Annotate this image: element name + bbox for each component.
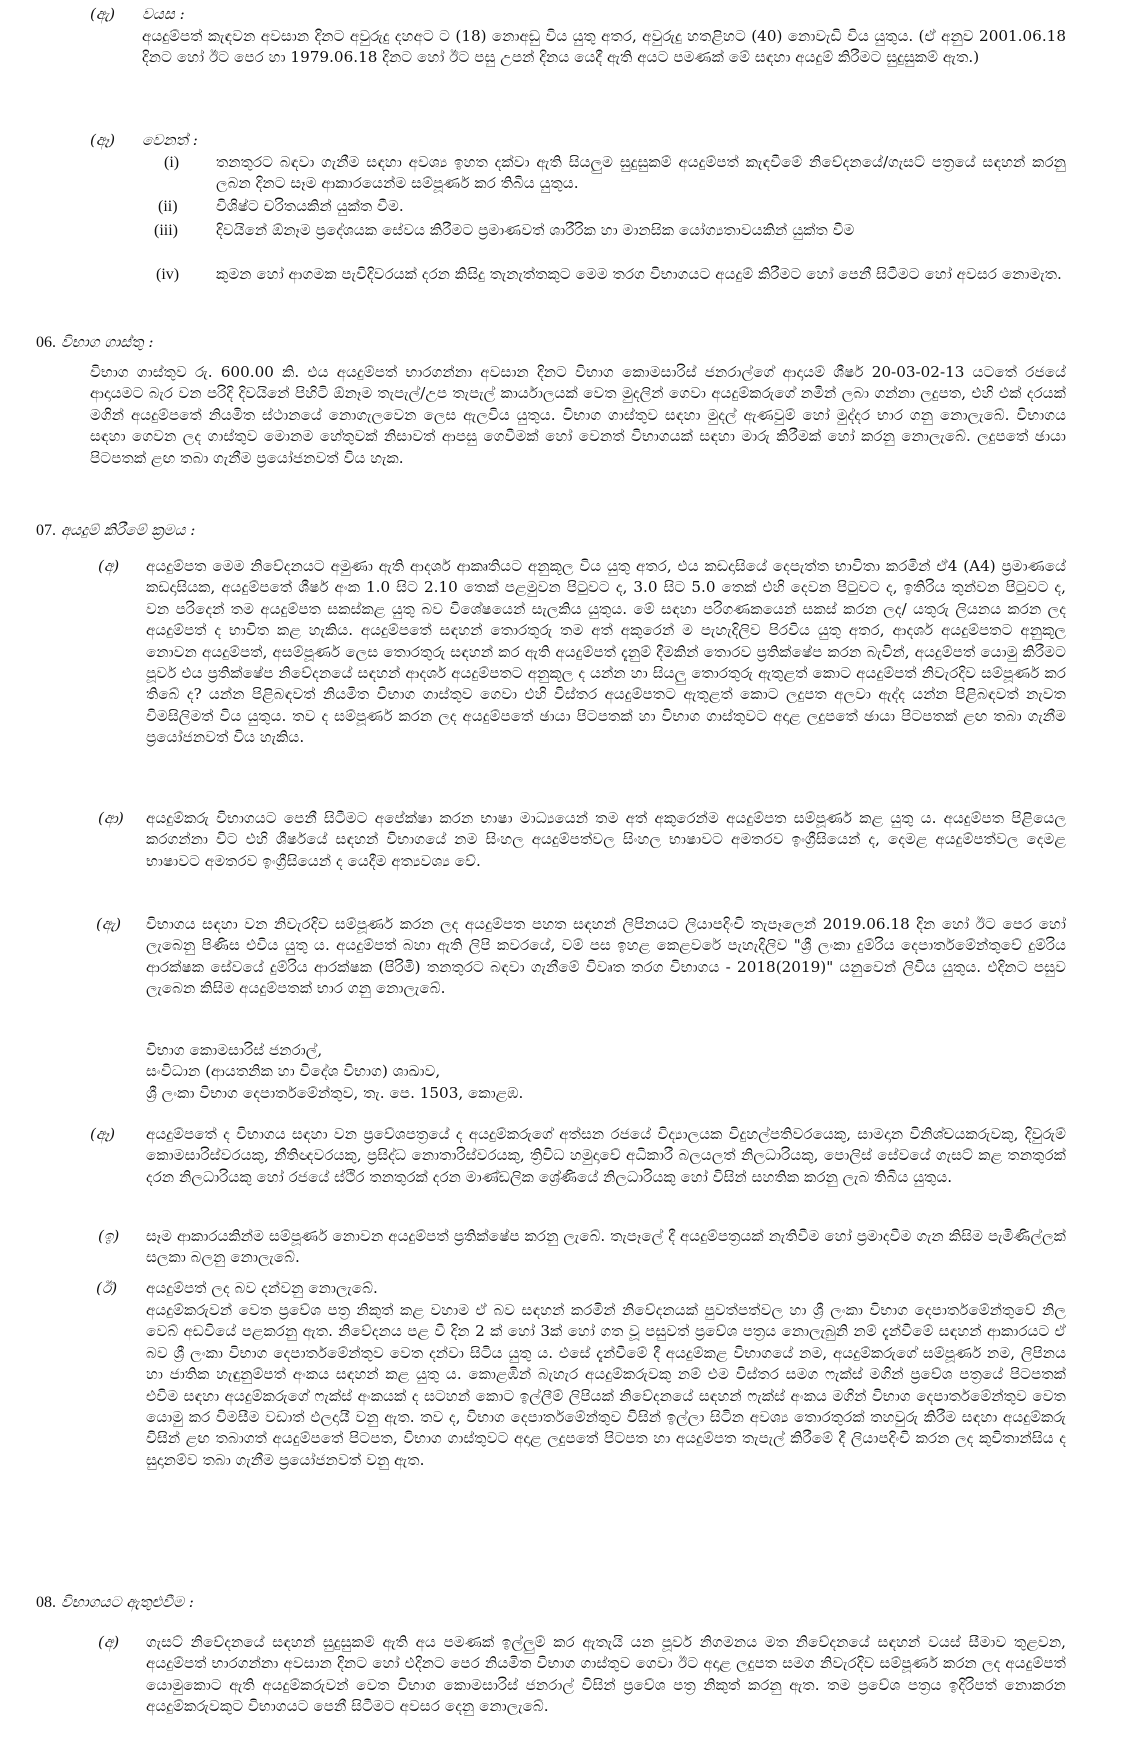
other-title: වෙනත් : — [142, 131, 198, 149]
method-aa-marker: (ආ) — [98, 809, 124, 827]
fee-number: 06. — [36, 334, 56, 351]
other-marker: (ඈ) — [90, 131, 116, 149]
admission-title: විභාගයට ඇතුළුවීම : — [60, 1593, 194, 1611]
method-ii-line1: අයදුම්පත් ලද බව දන්වනු නොලැබේ. — [146, 1279, 378, 1297]
method-aa-text: අයදුම්කරු විභාගයට පෙනී සිටීමට අපේක්ෂා කරන භාෂා මාධ්‍යයෙන් තම අත් අකුරෙන්ම අයදුම්පත සම්පූර්ණ කළ යුතු ය. අයදුම්පත පිළියෙල කරගන්නා විට එහි ශීර්ෂයේ සඳහන් විභාගයේ නම සිංහල අයදුම්පත්වල සිංහල භාෂාවට අමතරව ඉංග්‍රීසියෙන් ද, දෙමළ අයදුම්පත්වල දෙමළ භාෂාවට අමතරව ඉංග්‍රීසියෙන් ද යෙදීම අත්‍යවශ්‍ය වේ. — [146, 809, 1066, 870]
method-heading — [36, 520, 195, 541]
fee-heading — [36, 332, 153, 353]
other-item-1-num: (i) — [164, 154, 180, 171]
method-aeh-marker: (ඈ) — [90, 1125, 116, 1143]
method-number: 07. — [36, 522, 56, 539]
method-ae-text: විභාගය සඳහා වන නිවැරදිව සම්පූර්ණ කරන ලද අයදුම්පත පහත සඳහන් ලිපිනයට ලියාපදිංචි තැපෑලෙන් 2019.06.18 දින හෝ ඊට පෙර හෝ ලැබෙනු පිණිස එවිය යුතු ය. අයදුම්පත් බහා ඇති ලිපි කවරයේ, වම් පස ඉහළ කෙළවරේ පැහැදිලිව "ශ්‍රී ලංකා දුම්රිය දෙපාර්තමේන්තුවේ දුම්රිය ආරක්ෂක සේවයේ දුම්රිය ආරක්ෂක (පිරිමි) තනතුරට බඳවා ගැනීමේ විවෘත තරග විභාගය - 2018(2019)" යනුවෙන් ලිවිය යුතුය. එදිනට පසුව ලැබෙන කිසිම අයදුම්පතක් භාර ගනු නොලැබේ. — [146, 915, 1066, 998]
method-i-text: සෑම ආකාරයකින්ම සම්පූර්ණ නොවන අයදුම්පත් ප්‍රතික්ෂේප කරනු ලැබේ. තැපෑලේ දී අයදුම්පත්‍රයක් නැතිවීම හෝ ප්‍රමාදවීම ගැන කිසිම පැමිණිල්ලක් සලකා බලනු නොලැබේ. — [146, 1227, 1066, 1267]
method-a-marker: (අ) — [98, 557, 120, 575]
address-line-3: ශ්‍රී ලංකා විභාග දෙපාර්තමේන්තුව, තැ. පෙ. 1503, කොළඹ. — [146, 1083, 524, 1102]
address-line-1: විභාග කොමසාරිස් ජනරාල්, — [146, 1041, 323, 1059]
other-item-3-text: දිවයිනේ ඕනෑම ප්‍රදේශයක සේවය කිරීමට ප්‍රමාණවත් ශාරීරික හා මානසික යෝග්‍යතාවයකින් යුක්ත වීම — [216, 221, 855, 239]
method-ae-marker: (ඇ) — [96, 915, 122, 933]
method-title: අයදුම් කිරීමේ ක්‍රමය : — [60, 521, 196, 539]
admission-number: 08. — [36, 1594, 56, 1611]
method-ii-text: අයදුම්කරුවන් වෙත ප්‍රවේශ පත්‍ර නිකුත් කළ වහාම ඒ බව සඳහන් කරමින් නිවේදනයක් පුවත්පත්වල හා ශ්‍රී ලංකා විභාග දෙපාර්තමේන්තුවේ නිල වෙබ් අඩවියේ පළකරනු ඇත. නිවේදනය පළ වී දින 2 ක් හෝ 3ක් හෝ ගත වූ පසුවත් ප්‍රවේශ පත්‍රය නොලැබුනි නම් දැන්වීමේ සඳහන් ආකාරයට ඒ බව ශ්‍රී ලංකා විභාග දෙපාර්තමේන්තුව වෙත දන්වා සිටිය යුතු ය. එසේ දැන්වීමේ දී අයදුම්කළ විභාගයේ නම, අයදුම්කරුගේ සම්පූර්ණ නම, ලිපිනය හා ජාතික හැඳුනුම්පත් අංකය සඳහන් කළ යුතු ය. කොළඹින් බැහැර අයදුම්කරුවකු නම් එම විස්තර සමග ෆැක්ස් මගින් ප්‍රවේශ පත්‍රයේ පිටපතක් එවිම සඳහා අයදුම්කරුගේ ෆැක්ස් අංකයක් ද සටහන් කොට ඉල්ලීම් ලිපියක් නිවේදනයේ සඳහන් ෆැක්ස් අංකය මගින් විභාග දෙපාර්තමේන්තුව වෙත යොමු කර විමසීම වඩාත් ඵලදායී වනු ඇත. තව ද, විභාග දෙපාර්තමේන්තුව විසින් ඉල්ලා සිටින අවශ්‍ය තොරතුරක් තහවුරු කිරීම සඳහා අයදුම්කරු විසින් ළඟ තබාගත් අයදුම්පතේ පිටපත, විභාග ගාස්තුවට අදාළ ලදුපතේ පිටපත හා අයදුම්පත තැපැල් කිරීමේ දී ලියාපදිංචි කරන ලද කුවිතාන්සිය ද සුදානම්ව තබා ගැනීම ප්‍රයෝජනවත් වනු ඇත. — [146, 1301, 1066, 1469]
fee-title: විභාග ගාස්තු : — [60, 333, 154, 351]
other-item-4-num: (iv) — [156, 266, 180, 283]
fee-text: විභාග ගාස්තුව රු. 600.00 කි. එය අයදුම්පත් භාරගන්නා අවසාන දිනට විභාග කොමසාරිස් ජනරාල්ගේ ආදායම් ශීර්ෂ 20-03-02-13 යටතේ රජයේ ආදායමට බැර වන පරිදි දිවයිනේ පිහිටි ඕනෑම තැපැල්/උප තැපැල් කාර්යාලයක් වෙත මුදලින් ගෙවා අයදුම්කරුගේ නමින් ලබා ගන්නා ලදුපත, එහි එක් දරයක් මගින් අයදුම්පතේ නියමිත ස්ථානයේ නොගැලවෙන ලෙස ඇලවිය යුතුය. විභාග ගාස්තුව සඳහා මුදල් ඇණවුම් හෝ මුද්දර භාර ගනු නොලැබේ. විභාගය සඳහා ගෙවන ලද ගාස්තුව මොනම හේතුවක් නිසාවත් ආපසු ගෙවීමක් හෝ වෙනත් විභාගයක් සඳහා මාරු කිරීමක් හෝ කරනු නොලැබේ. ලදුපතේ ඡායා පිටපතක් ළඟ තබා ගැනීම ප්‍රයෝජනවත් විය හැක. — [90, 363, 1066, 467]
age-text: අයදුම්පත් කැඳවන අවසාන දිනට අවුරුදු දහඅට ට (18) නොඅඩු විය යුතු අතර, අවුරුදු හතළිහට (40) නොවැඩි විය යුතුය. (ඒ අනුව 2001.06.18 දිනට හෝ ඊට පෙර හා 1979.06.18 දිනට හෝ ඊට පසු උපන් දිනය යෙදී ඇති අයට පමණක් මේ සඳහා අයදුම් කිරීමට සුදුසුකම් ඇත.) — [142, 27, 1066, 67]
method-aeh-text: අයදුම්පතේ ද විභාගය සඳහා වන ප්‍රවේශපත්‍රයේ ද අයදුම්කරුගේ අත්සන රජයේ විද්‍යාලයක විදුහල්පතිවරයෙකු, සාමදාන විනිශ්චයකරුවකු, දිවුරුම් කොමසාරිස්වරයකු, නීතිඥවරයකු, ප්‍රසිද්ධ නොතාරිස්වරයකු, ත්‍රිවිධ හමුදාවේ අධිකාරී බලයලත් නිලධාරියකු, පොලිස් සේවයේ ගැසට් කළ තනතුරක් දරන නිලධාරියකු හෝ රජයේ ස්ථිර තනතුරක් දරන මාණ්ඩලික ශ්‍රේණියේ නිලධාරියකු හෝ විසින් සහතික කරනු ලැබ තිබිය යුතුය. — [146, 1125, 1066, 1186]
age-marker: (ඇ) — [90, 5, 116, 23]
other-item-2-num: (ii) — [158, 198, 178, 215]
address-line-2: සංවිධාන (ආයතනික හා විදේශ විභාග) ශාඛාව, — [146, 1062, 441, 1081]
exam-address — [146, 1040, 1066, 1104]
other-item-3-num: (iii) — [154, 222, 178, 239]
other-item-2-text: විශිෂ්ට චරිතයකින් යුක්ත වීම. — [216, 197, 404, 215]
other-item-1-text: තනතුරට බඳවා ගැනීම සඳහා අවශ්‍ය ඉහත දක්වා ඇති සියලුම සුදුසුකම් අයදුම්පත් කැඳවීමේ නිවේදනයේ/ගැසට් පත්‍රයේ සඳහන් කරනු ලබන දිනට සෑම ආකාරයෙන්ම සම්පූර්ණ කර තිබිය යුතුය. — [216, 153, 1066, 193]
method-ii-marker: (ඊ) — [96, 1279, 118, 1297]
admission-a-marker: (අ) — [98, 1633, 120, 1651]
other-item-4-text: කුමන හෝ ආගමක පැවිදිවරයක් දරන කිසිදු තැනැත්තකුට මෙම තරග විභාගයට අයදුම් කිරීමට හෝ පෙනී සිටීමට හෝ අවසර නොමැත. — [216, 265, 1062, 283]
admission-heading — [36, 1592, 194, 1613]
age-title: වයස : — [142, 5, 185, 23]
method-i-marker: (ඉ) — [98, 1227, 120, 1245]
method-a-text: අයදුම්පත මෙම නිවේදනයට අමුණා ඇති ආදර්ශ ආකෘතියට අනුකූල විය යුතු අතර, එය කඩදාසියේ දෙපැත්ත භාවිතා කරමින් ඒ4 (A4) ප්‍රමාණයේ කඩදාසියක, අයදුම්පතේ ශීර්ෂ අංක 1.0 සිට 2.10 තෙක් පළමුවන පිටුවට ද, 3.0 සිට 5.0 තෙක් එහි දෙවන පිටුවට ද, ඉතිරිය තුන්වන පිටුවට ද, වන පරිදෙන් තම අයදුම්පත සකස්කළ යුතු බව විශේෂයෙන් සැලකිය යුතුය. මේ සඳහා පරිගණකයෙන් සකස් කරන ලද/ යතුරු ලියනය කරන ලද අයදුම්පත් ද භාවිත කළ හැකිය. අයදුම්පතේ සඳහන් තොරතුරු තම අත් අකුරෙන් ම පැහැදිලිව පිරවිය යුතු අතර, ආදර්ශ අයදුම්පතට අනුකූල නොවන අයදුම්පත්, අසම්පූර්ණ ලෙස තොරතුරු සඳහන් කර ඇති අයදුම්පත් දැනුම් දීමකින් තොරව ප්‍රතික්ෂේප කරන බැවින්, අයදුම්පත් යොමු කිරීමට පූර්ව එය ප්‍රතික්ෂේප නිවේදනයේ සඳහන් ආදර්ශ අයදුම්පතට අනුකූල ද යන්න හා සියලු තොරතුරු ඇතුළත් කොට අයදුම්පත් නිවැරදිව සම්පූර්ණ කර තිබේ ද? යන්න පිළිබඳවත් නියමිත විභාග ගාස්තුව ගෙවා එහි විස්තර අයදුම්පතට ඇතුළත් කොට ලදුපත අලවා ඇද්ද යන්න පිළිබඳවත් නැවත විමසිලිමත් විය යුතුය. තව ද සම්පූර්ණ කරන ලද අයදුම්පතේ ඡායා පිටපතක් හා විභාග ගාස්තුවට අදාළ ලදුපතේ ඡායා පිටපතක් ළඟ තබා ගැනීම ප්‍රයෝජනවත් විය හැකිය. — [146, 557, 1066, 747]
admission-a-text: ගැසට් නිවේදනයේ සඳහන් සුදුසුකම් ඇති අය පමණක් ඉල්ලුම් කර ඇතැයි යන පූර්ව නිගමනය මත නිවේදනයේ සඳහන් වයස් සීමාව තුළවන, අයදුම්පත් භාරගන්නා අවසාන දිනට හෝ එදිනට පෙර නියමිත විභාග ගාස්තුව ගෙවා ඊට අදාළ ලදුපත සමග නිවැරදිව සම්පූර්ණ කරන ලද අයදුම්පත් යොමුකොට ඇති අයදුම්කරුවන් වෙත විභාග කොමසාරිස් ජනරාල් විසින් ප්‍රවේශ පත්‍ර නිකුත් කරනු ඇත. තම ප්‍රවේශ පත්‍රය ඉදිරිපත් නොකරන අයදුම්කරුවකුට විභාගයට පෙනී සිටීමට අවසර දෙනු නොලැබේ. — [146, 1633, 1066, 1716]
